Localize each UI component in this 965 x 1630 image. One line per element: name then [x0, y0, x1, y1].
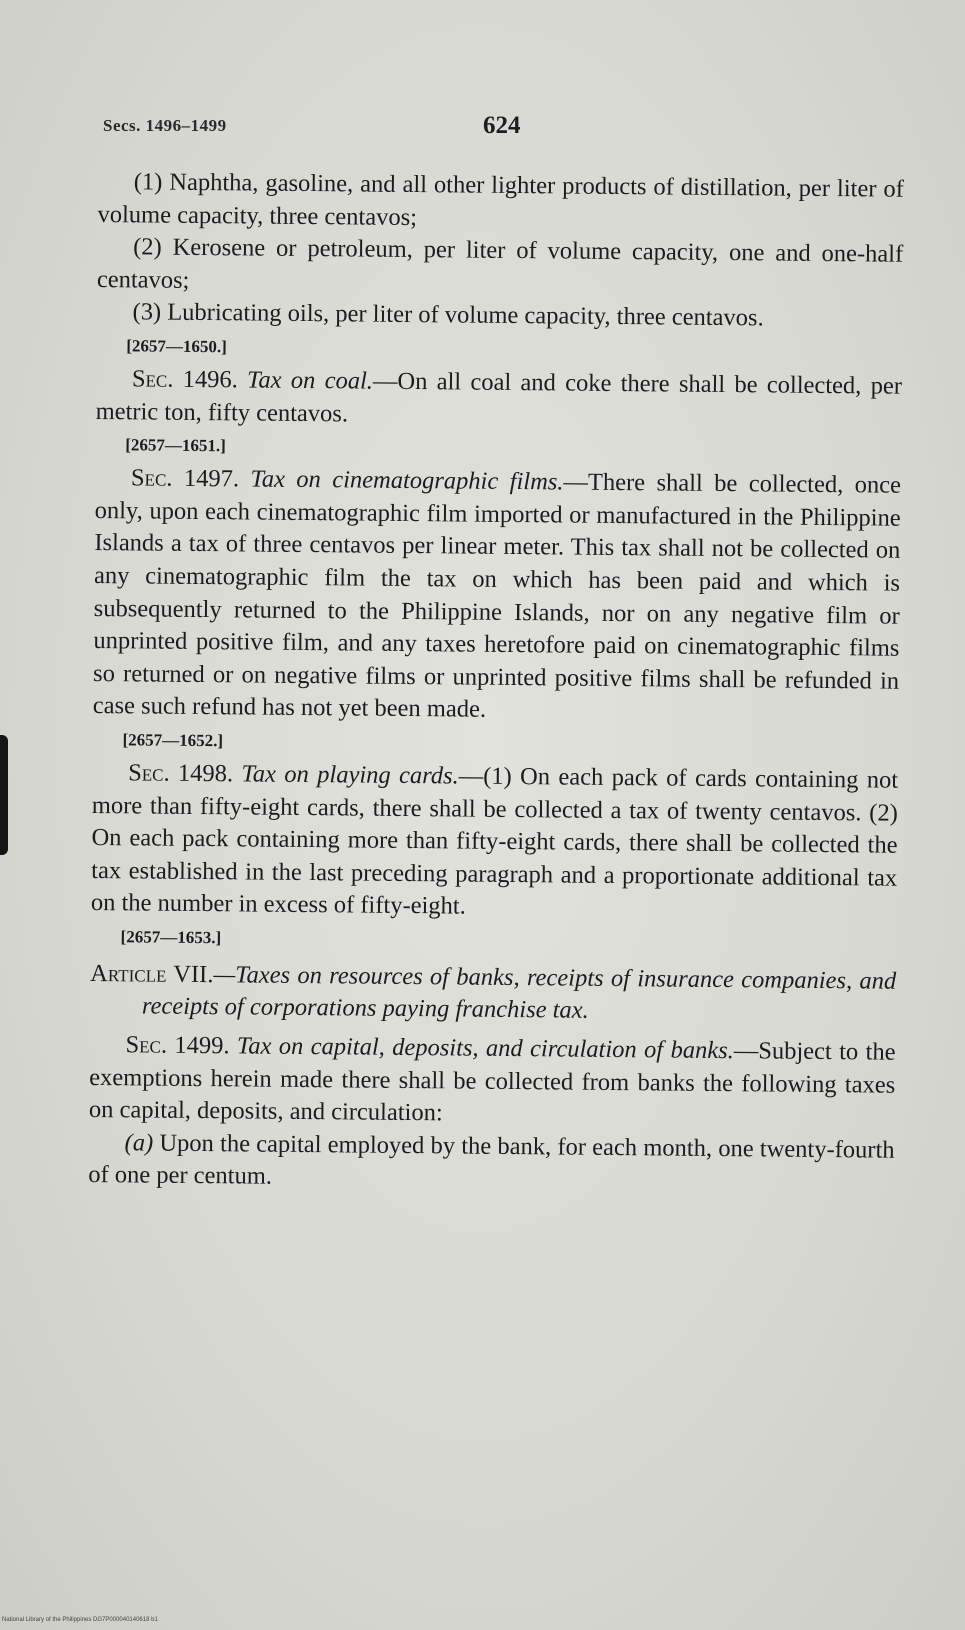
section-1498	[91, 757, 899, 928]
page-number: 624	[483, 112, 521, 139]
section-text: —There shall be collected, once only, upon each cinematographic film imported or manufactured in the Philippine Islands a tax of three centavos per linear meter. This tax shall not be collected on any cinematographic film the tax on which has been paid and which is subsequently returned to the Philippine Islands, nor on any negative film or unprinted positive film, and any taxes heretofore paid on cinematographic films so returned or on negative films or unprinted positive films shall be refunded in case such refund has not yet been made.	[92, 468, 902, 724]
section-text: —(1) On each pack of cards containing not more than fifty-eight cards, there shall be collected a tax of twenty centavos. (2) On each pack containing more than fifty-eight cards, there shall be collected the tax established in the last preceding paragraph and a proportionate additional tax on the number in excess of fifty-eight.	[90, 762, 899, 920]
article-label: Article VII.	[90, 959, 214, 989]
section-number: Sec. 1498.	[128, 759, 234, 788]
citation-1651: [2657—1651.]	[125, 435, 226, 456]
binding-shadow	[0, 735, 8, 855]
article-title: —Taxes on resources of banks, receipts of insurance companies, and receipts of corporations paying franchise tax.	[141, 961, 897, 1025]
item-2: (2) Kerosene or petroleum, per liter of volume capacity, one and one-half centavos;	[96, 233, 904, 294]
article-7-heading	[90, 958, 897, 1031]
section-number: Sec. 1497.	[130, 464, 240, 493]
section-text: —Subject to the exemptions herein made there shall be collected from banks the following taxes on capital, deposits, and circulation:	[88, 1037, 896, 1127]
section-text: —On all coal and coke there shall be collected, per metric ton, fifty centavos.	[95, 367, 903, 427]
section-title: Tax on cinematographic films.	[250, 465, 564, 496]
section-1499-item-a	[88, 1127, 895, 1200]
section-1497	[93, 462, 901, 730]
scan-footer-note: National Library of the Philippines DG7P000040140618 b1	[2, 1617, 158, 1623]
section-number: Sec. 1496.	[131, 365, 238, 394]
item-3: (3) Lubricating oils, per liter of volume capacity, three centavos.	[132, 298, 764, 332]
page-body	[88, 166, 904, 1200]
running-head: Secs. 1496–1499	[103, 116, 227, 135]
page-header	[103, 112, 903, 142]
item-a-label: (a)	[124, 1129, 154, 1157]
section-1499	[89, 1029, 896, 1135]
item-a-text: Upon the capital employed by the bank, for each month, one twenty-fourth of one per centum.	[88, 1129, 895, 1191]
citation-1652: [2657—1652.]	[122, 730, 224, 751]
section-title: Tax on playing cards.	[241, 760, 459, 790]
section-title: Tax on capital, deposits, and circulation of banks.	[236, 1032, 734, 1065]
citation-1653: [2657—1653.]	[120, 927, 222, 948]
section-number: Sec. 1499.	[125, 1031, 230, 1060]
item-1: (1) Naphtha, gasoline, and all other lighter products of distillation, per liter of volume capacity, three centavos;	[97, 168, 904, 231]
citation-1650: [2657—1650.]	[126, 336, 227, 357]
section-1496	[95, 363, 902, 436]
section-title: Tax on coal.	[246, 366, 374, 395]
